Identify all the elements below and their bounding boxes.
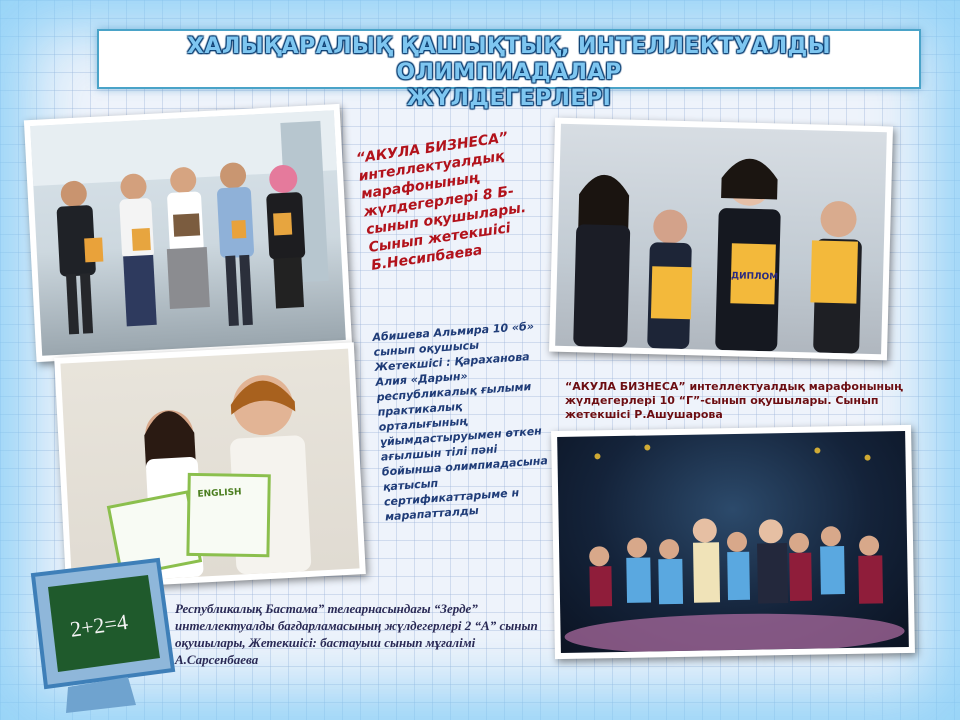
diploma-label: ДИПЛОМ — [730, 271, 779, 283]
photo-english-certificate — [54, 342, 366, 589]
caption-shark-8b: “АКУЛА БИЗНЕСА” интеллектуалдық марафонының жүлдегерлері 8 Б- сынып оқушылары. Сынып жетекшісі Б.Несипбаева — [355, 129, 528, 274]
caption-bottom: Республикалық Бастама” телеарнасындағы “Зерде” интеллектуалды бағдарламасының жүлдегерлері 2 “А” сынып оқушылары, Жетекшісі: бастауыш сынып мұғалімі А.Сарсенбаева — [175, 601, 538, 667]
photo-shark-8b-illustration — [30, 110, 346, 356]
chalkboard-text: 2+2=4 — [68, 608, 130, 642]
caption-shark-10g: “АКУЛА БИЗНЕСА” интеллектуалдық марафонының жүлдегерлері 10 “Г”-сынып оқушылары. Сынып жетекшісі Р.Ашушарова — [565, 380, 903, 421]
photo-english-illustration — [60, 349, 359, 584]
caption-abisheva: Абишева Альмира 10 «б» сынып оқушысы Жетекшісі : Қараханова Алия «Дарын» республикалық ғылыми практикалық орталығының ұйымдастыруымен өткен ағылшын тілі пәні бойынша олимпиадасына қатысып сертификаттарыме н марапатталды — [372, 319, 549, 524]
photo-tv-studio-illustration — [557, 431, 909, 653]
photo-tv-studio-group — [551, 425, 915, 659]
photo-shark-8b-group — [24, 104, 352, 362]
photo-diploma-illustration — [555, 124, 887, 354]
photo-diploma-group — [549, 118, 893, 361]
title-line-2: ЖҮЛДЕГЕРЛЕРІ — [406, 86, 612, 111]
title-banner — [97, 29, 921, 111]
english-label: ENGLISH — [197, 487, 242, 500]
chalkboard-monitor-icon — [8, 555, 183, 715]
title-line-1: ХАЛЫҚАРАЛЫҚ ҚАШЫҚТЫҚ, ИНТЕЛЛЕКТУАЛДЫ ОЛИМПИАДАЛАР — [186, 34, 832, 85]
